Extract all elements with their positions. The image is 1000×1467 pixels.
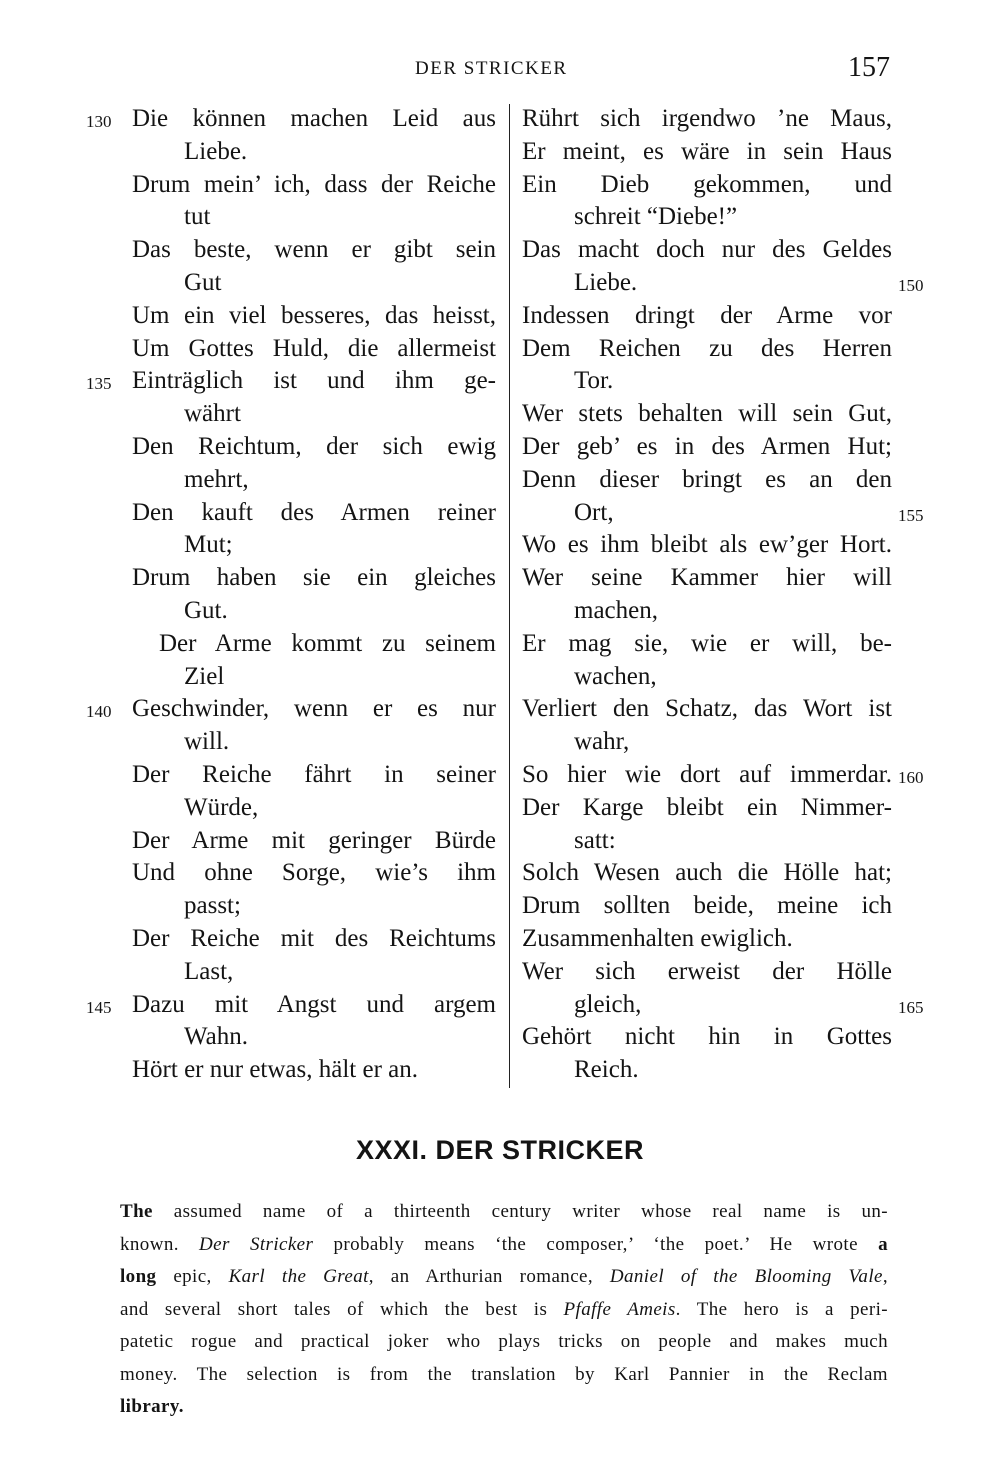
intro-italic-run: Karl the Great: [228, 1266, 369, 1287]
poem-line: [520, 595, 940, 628]
poem-line: [80, 693, 500, 726]
poem-line-text: Verliert den Schatz, das Wort ist: [522, 695, 892, 723]
intro-bold-run: The: [120, 1201, 153, 1222]
line-number: 155: [898, 505, 924, 525]
poem-line: [80, 333, 500, 366]
intro-bold-run: long: [120, 1266, 157, 1287]
poem-line: [80, 267, 500, 300]
poem-line-text: schreit “Diebe!”: [574, 203, 738, 231]
poem-line-text: Dem Reichen zu des Herren: [522, 334, 892, 362]
intro-text-run: , an Arthurian romance,: [368, 1266, 610, 1287]
poem-line-text: Ort,: [574, 498, 614, 526]
running-title: DER STRICKER: [415, 58, 568, 79]
poem-line: [80, 759, 500, 792]
line-number: 160: [898, 767, 924, 787]
poem-line-text: Wo es ihm bleibt als ew’ger Hort.: [522, 531, 892, 559]
poem-line-text: Der Reiche mit des Reichtums: [132, 924, 496, 952]
poem-line-text: Denn dieser bringt es an den: [522, 465, 892, 493]
poem-line: [520, 693, 940, 726]
poem-line-text: Der geb’ es in des Armen Hut;: [522, 432, 892, 460]
line-number: 140: [86, 702, 112, 722]
poem-line: [520, 1054, 940, 1087]
poem-line-text: Wahn.: [184, 1023, 248, 1051]
poem-line-text: wahr,: [574, 728, 630, 756]
page-number: 157: [848, 52, 890, 83]
poem-line: [520, 398, 940, 431]
intro-line: [120, 1359, 888, 1392]
poem-line: [520, 431, 940, 464]
intro-italic-run: Daniel of the Blooming Vale: [609, 1266, 883, 1287]
poem-line: [520, 267, 940, 300]
line-number: 150: [898, 275, 924, 295]
intro-paragraph: [120, 1196, 888, 1424]
intro-bold-run: a: [878, 1233, 889, 1255]
poem-line: [520, 989, 940, 1022]
line-number: 145: [86, 997, 112, 1017]
poem-line-text: Wer seine Kammer hier will: [522, 564, 892, 592]
poem-line: [80, 169, 500, 202]
poem-line: [520, 628, 940, 661]
poem-line: [80, 234, 500, 267]
poem-line-text: Geschwinder, wenn er es nur: [132, 695, 496, 723]
poem-line: [80, 398, 500, 431]
intro-text-run: known.: [120, 1233, 200, 1255]
poem-line: [520, 529, 940, 562]
intro-text-run: ,: [882, 1266, 888, 1287]
poem-line-text: Hört er nur etwas, hält er an.: [132, 1056, 418, 1084]
poem-line-text: Dazu mit Angst und argem: [132, 990, 496, 1018]
poem-right-column: [520, 103, 940, 1087]
poem-line: [80, 890, 500, 923]
intro-italic-run: Der Stricker: [199, 1233, 314, 1255]
poem-line-text: Indessen dringt der Arme vor: [522, 301, 892, 329]
poem-line: [520, 923, 940, 956]
poem-line: [80, 661, 500, 694]
poem-line: [520, 201, 940, 234]
poem-line: [520, 726, 940, 759]
poem-line: [80, 103, 500, 136]
poem-line-text: tut: [184, 203, 211, 231]
poem-line-text: Und ohne Sorge, wie’s ihm: [132, 859, 496, 887]
poem-line-text: Um ein viel besseres, das heisst,: [132, 301, 496, 329]
intro-text-run: assumed name of a thirteenth century writer whose real name is un-: [152, 1201, 888, 1222]
poem-line: [80, 726, 500, 759]
poem-line: [520, 890, 940, 923]
poem-line: [520, 1021, 940, 1054]
poem-line: [520, 661, 940, 694]
intro-text-run: and several short tales of which the best is: [120, 1298, 564, 1320]
poem-line: [520, 956, 940, 989]
poem-line-text: Rührt sich irgendwo ’ne Maus,: [522, 105, 892, 132]
poem-line: [80, 956, 500, 989]
line-number: 165: [898, 997, 924, 1017]
poem-line: [80, 628, 500, 661]
poem-line-text: Drum sollten beide, meine ich: [522, 892, 892, 920]
poem-line: [80, 595, 500, 628]
poem-line-text: Drum mein’ ich, dass der Reiche: [132, 170, 496, 198]
poem-line-text: Das beste, wenn er gibt sein: [132, 236, 496, 264]
poem-line: [520, 759, 940, 792]
poem-line-text: Solch Wesen auch die Hölle hat;: [522, 859, 892, 887]
intro-text-run: epic,: [156, 1266, 229, 1287]
poem-line-text: Gut: [184, 268, 222, 296]
poem-line: [80, 923, 500, 956]
poem-line: [520, 103, 940, 136]
intro-line: [120, 1261, 888, 1294]
poem-line-text: Würde,: [184, 793, 259, 821]
poem-line: [80, 562, 500, 595]
poem-line-text: Der Arme kommt zu seinem: [159, 629, 496, 657]
poem-line: [80, 792, 500, 825]
poem-line: [520, 464, 940, 497]
intro-italic-run: Pfaffe Ameis: [563, 1298, 676, 1320]
poem-line-text: Der Karge bleibt ein Nimmer-: [522, 793, 892, 821]
poem-line-text: Einträglich ist und ihm ge-: [132, 367, 496, 395]
poem-line-text: Reich.: [574, 1056, 639, 1084]
poem-line-text: will.: [184, 728, 230, 756]
poem-line: [80, 300, 500, 333]
poem-line-text: Ziel: [184, 662, 225, 690]
poem-line-text: Gut.: [184, 596, 228, 624]
poem-left-column: [80, 103, 500, 1087]
intro-text-run: probably means ‘the composer,’ ‘the poet.’ He wrote: [313, 1233, 879, 1255]
poem-line-text: Um Gottes Huld, die allermeist: [132, 334, 496, 362]
poem-line: [520, 333, 940, 366]
intro-line: [120, 1294, 888, 1327]
poem-line: [520, 857, 940, 890]
intro-text-run: . The hero is a peri-: [675, 1298, 888, 1320]
poem-line: [80, 464, 500, 497]
poem-line-text: machen,: [574, 596, 658, 624]
poem-line-text: Liebe.: [574, 268, 638, 296]
poem-line: [80, 201, 500, 234]
poem-line: [520, 562, 940, 595]
poem-line-text: satt:: [574, 826, 616, 854]
poem-line: [80, 857, 500, 890]
poem-line: [520, 234, 940, 267]
poem-line: [80, 529, 500, 562]
poem-line: [80, 1021, 500, 1054]
line-number: 130: [86, 112, 112, 131]
poem-line: [80, 431, 500, 464]
poem-line-text: mehrt,: [184, 465, 249, 493]
poem-line-text: Die können machen Leid aus: [132, 105, 496, 132]
intro-line: [120, 1229, 888, 1262]
poem-line-text: So hier wie dort auf immerdar.: [522, 760, 892, 788]
poem-line: [80, 825, 500, 858]
poem-line: [520, 169, 940, 202]
poem-line: [520, 136, 940, 169]
poem-line-text: Den Reichtum, der sich ewig: [132, 432, 496, 460]
poem-line-text: Wer stets behalten will sein Gut,: [522, 400, 892, 428]
poem-line: [520, 497, 940, 530]
intro-line: [120, 1196, 888, 1229]
poem-line: [520, 825, 940, 858]
poem-line-text: währt: [184, 400, 241, 428]
poem-line-text: gleich,: [574, 990, 642, 1018]
poem-line-text: passt;: [184, 892, 241, 920]
intro-text-run: patetic rogue and practical joker who plays tricks on people and makes much: [120, 1331, 888, 1352]
poem-line: [520, 365, 940, 398]
poem-line-text: Ein Dieb gekommen, und: [522, 170, 892, 198]
poem-line: [80, 989, 500, 1022]
section-heading: XXXI. DER STRICKER: [355, 1135, 645, 1165]
poem-line-text: Mut;: [184, 531, 233, 559]
poem-line-text: Wer sich erweist der Hölle: [522, 957, 892, 985]
poem-line-text: Tor.: [574, 367, 614, 395]
poem-line: [80, 1054, 500, 1087]
intro-text-run: money. The selection is from the translation by Karl Pannier in the Reclam: [120, 1363, 888, 1385]
poem-line-text: Liebe.: [184, 137, 248, 165]
line-number: 135: [86, 374, 112, 394]
poem-line-text: Drum haben sie ein gleiches: [132, 564, 496, 592]
intro-bold-run: library.: [120, 1396, 184, 1417]
poem-line: [520, 792, 940, 825]
poem-line-text: Gehört nicht hin in Gottes: [522, 1023, 892, 1051]
poem-line: [520, 300, 940, 333]
poem-line-text: Der Arme mit geringer Bürde: [132, 826, 496, 854]
column-divider: [509, 104, 510, 1088]
poem-line-text: Den kauft des Armen reiner: [132, 498, 496, 526]
intro-line: [120, 1326, 888, 1359]
poem-line: [80, 497, 500, 530]
poem-line-text: Der Reiche fährt in seiner: [132, 760, 496, 788]
poem-line-text: Er meint, es wäre in sein Haus: [522, 137, 892, 165]
poem-line-text: Zusammenhalten ewiglich.: [522, 924, 793, 952]
poem-line-text: Er mag sie, wie er will, be-: [522, 629, 892, 657]
poem-line: [80, 365, 500, 398]
intro-line: [120, 1391, 888, 1424]
poem-line-text: Last,: [184, 957, 234, 985]
poem-line: [80, 136, 500, 169]
poem-line-text: wachen,: [574, 662, 657, 690]
poem-line-text: Das macht doch nur des Geldes: [522, 236, 892, 264]
